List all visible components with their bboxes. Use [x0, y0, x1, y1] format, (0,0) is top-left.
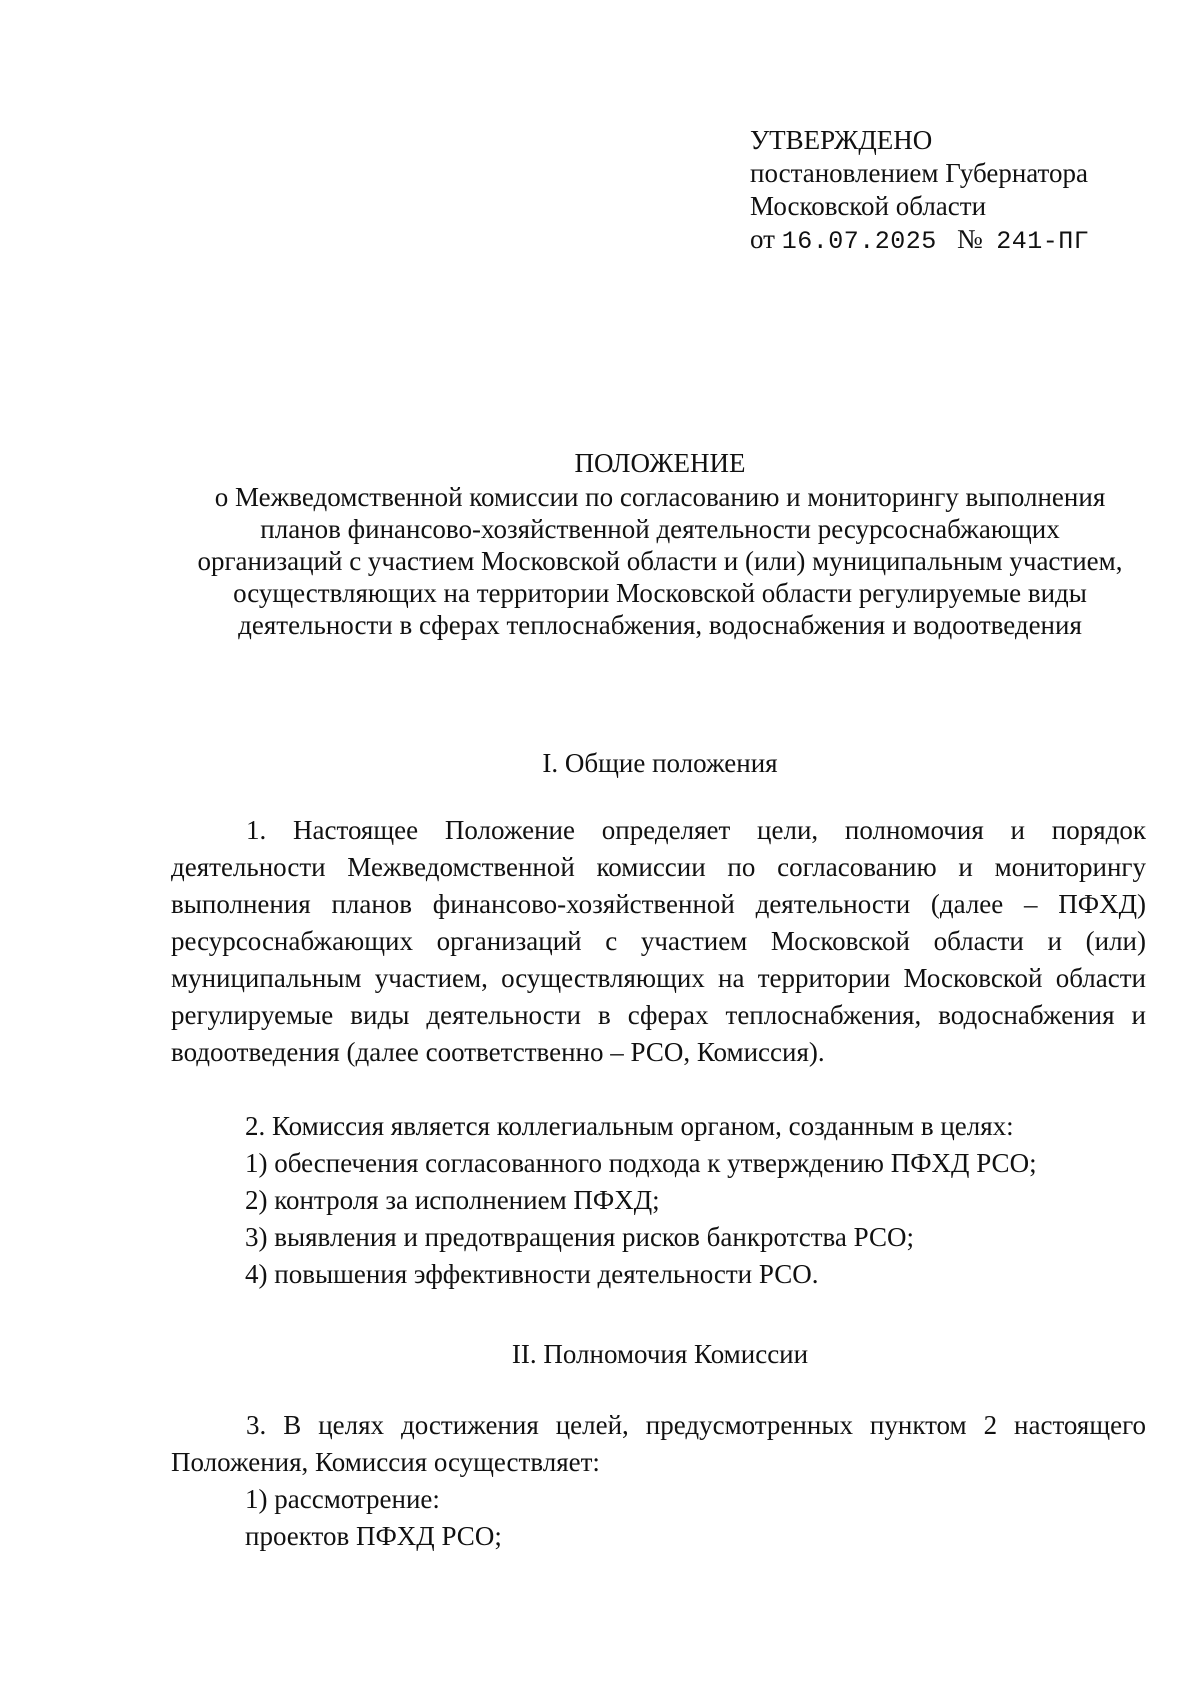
title-subtitle-line-1: о Межведомственной комиссии по согласованию и мониторингу выполнения — [214, 482, 1106, 512]
approval-date-number-line — [750, 223, 1089, 258]
power-item-1-sub: проектов ПФХД РСО; — [245, 1521, 502, 1551]
approval-date-prefix: от — [750, 224, 775, 254]
goal-item-4: 4) повышения эффективности деятельности РСО. — [245, 1259, 819, 1289]
approval-issuer: постановлением Губернатора — [750, 158, 1088, 188]
section-2-heading: II. Полномочия Комиссии — [511, 1339, 809, 1369]
goal-item-3: 3) выявления и предотвращения рисков банкротства РСО; — [245, 1222, 915, 1252]
approval-title: УТВЕРЖДЕНО — [750, 125, 933, 155]
paragraph-1: 1. Настоящее Положение определяет цели, полномочия и порядок деятельности Межведомственной комиссии по согласованию и мониторингу выполнения планов финансово-хозяйственной деятельности (далее – ПФХД) ресурсоснабжающих организаций с участием Московской области и (или) муниципальным участием, осуществляющих на территории Московской области регулируемые виды деятельности в сферах теплоснабжения, водоснабжения и водоотведения (далее соответственно – РСО, Комиссия). — [171, 815, 1146, 1067]
paragraph-3: 3. В целях достижения целей, предусмотренных пунктом 2 настоящего Положения, Комиссия осуществляет: — [171, 1410, 1146, 1477]
approval-stamp — [750, 124, 1089, 258]
document-title-block — [150, 447, 1170, 641]
title-subtitle-line-3: организаций с участием Московской области и (или) муниципальным участием, — [197, 546, 1123, 576]
approval-date: 16.07.2025 — [781, 227, 937, 256]
paragraph-2: 2. Комиссия является коллегиальным органом, созданным в целях: — [245, 1111, 1014, 1141]
power-item-1: 1) рассмотрение: — [245, 1484, 440, 1514]
approval-region: Московской области — [750, 191, 987, 221]
section-1-heading: I. Общие положения — [542, 748, 778, 778]
title-subtitle-line-5: деятельности в сферах теплоснабжения, водоснабжения и водоотведения — [238, 610, 1082, 640]
document-title: ПОЛОЖЕНИЕ — [574, 448, 746, 478]
approval-number-sign: № — [956, 224, 983, 254]
goal-item-1: 1) обеспечения согласованного подхода к утверждению ПФХД РСО; — [245, 1148, 1037, 1178]
title-subtitle-line-4: осуществляющих на территории Московской области регулируемые виды — [233, 578, 1087, 608]
goal-item-2: 2) контроля за исполнением ПФХД; — [245, 1185, 660, 1215]
title-subtitle-line-2: планов финансово-хозяйственной деятельности ресурсоснабжающих — [260, 514, 1060, 544]
approval-number: 241-ПГ — [996, 227, 1090, 256]
